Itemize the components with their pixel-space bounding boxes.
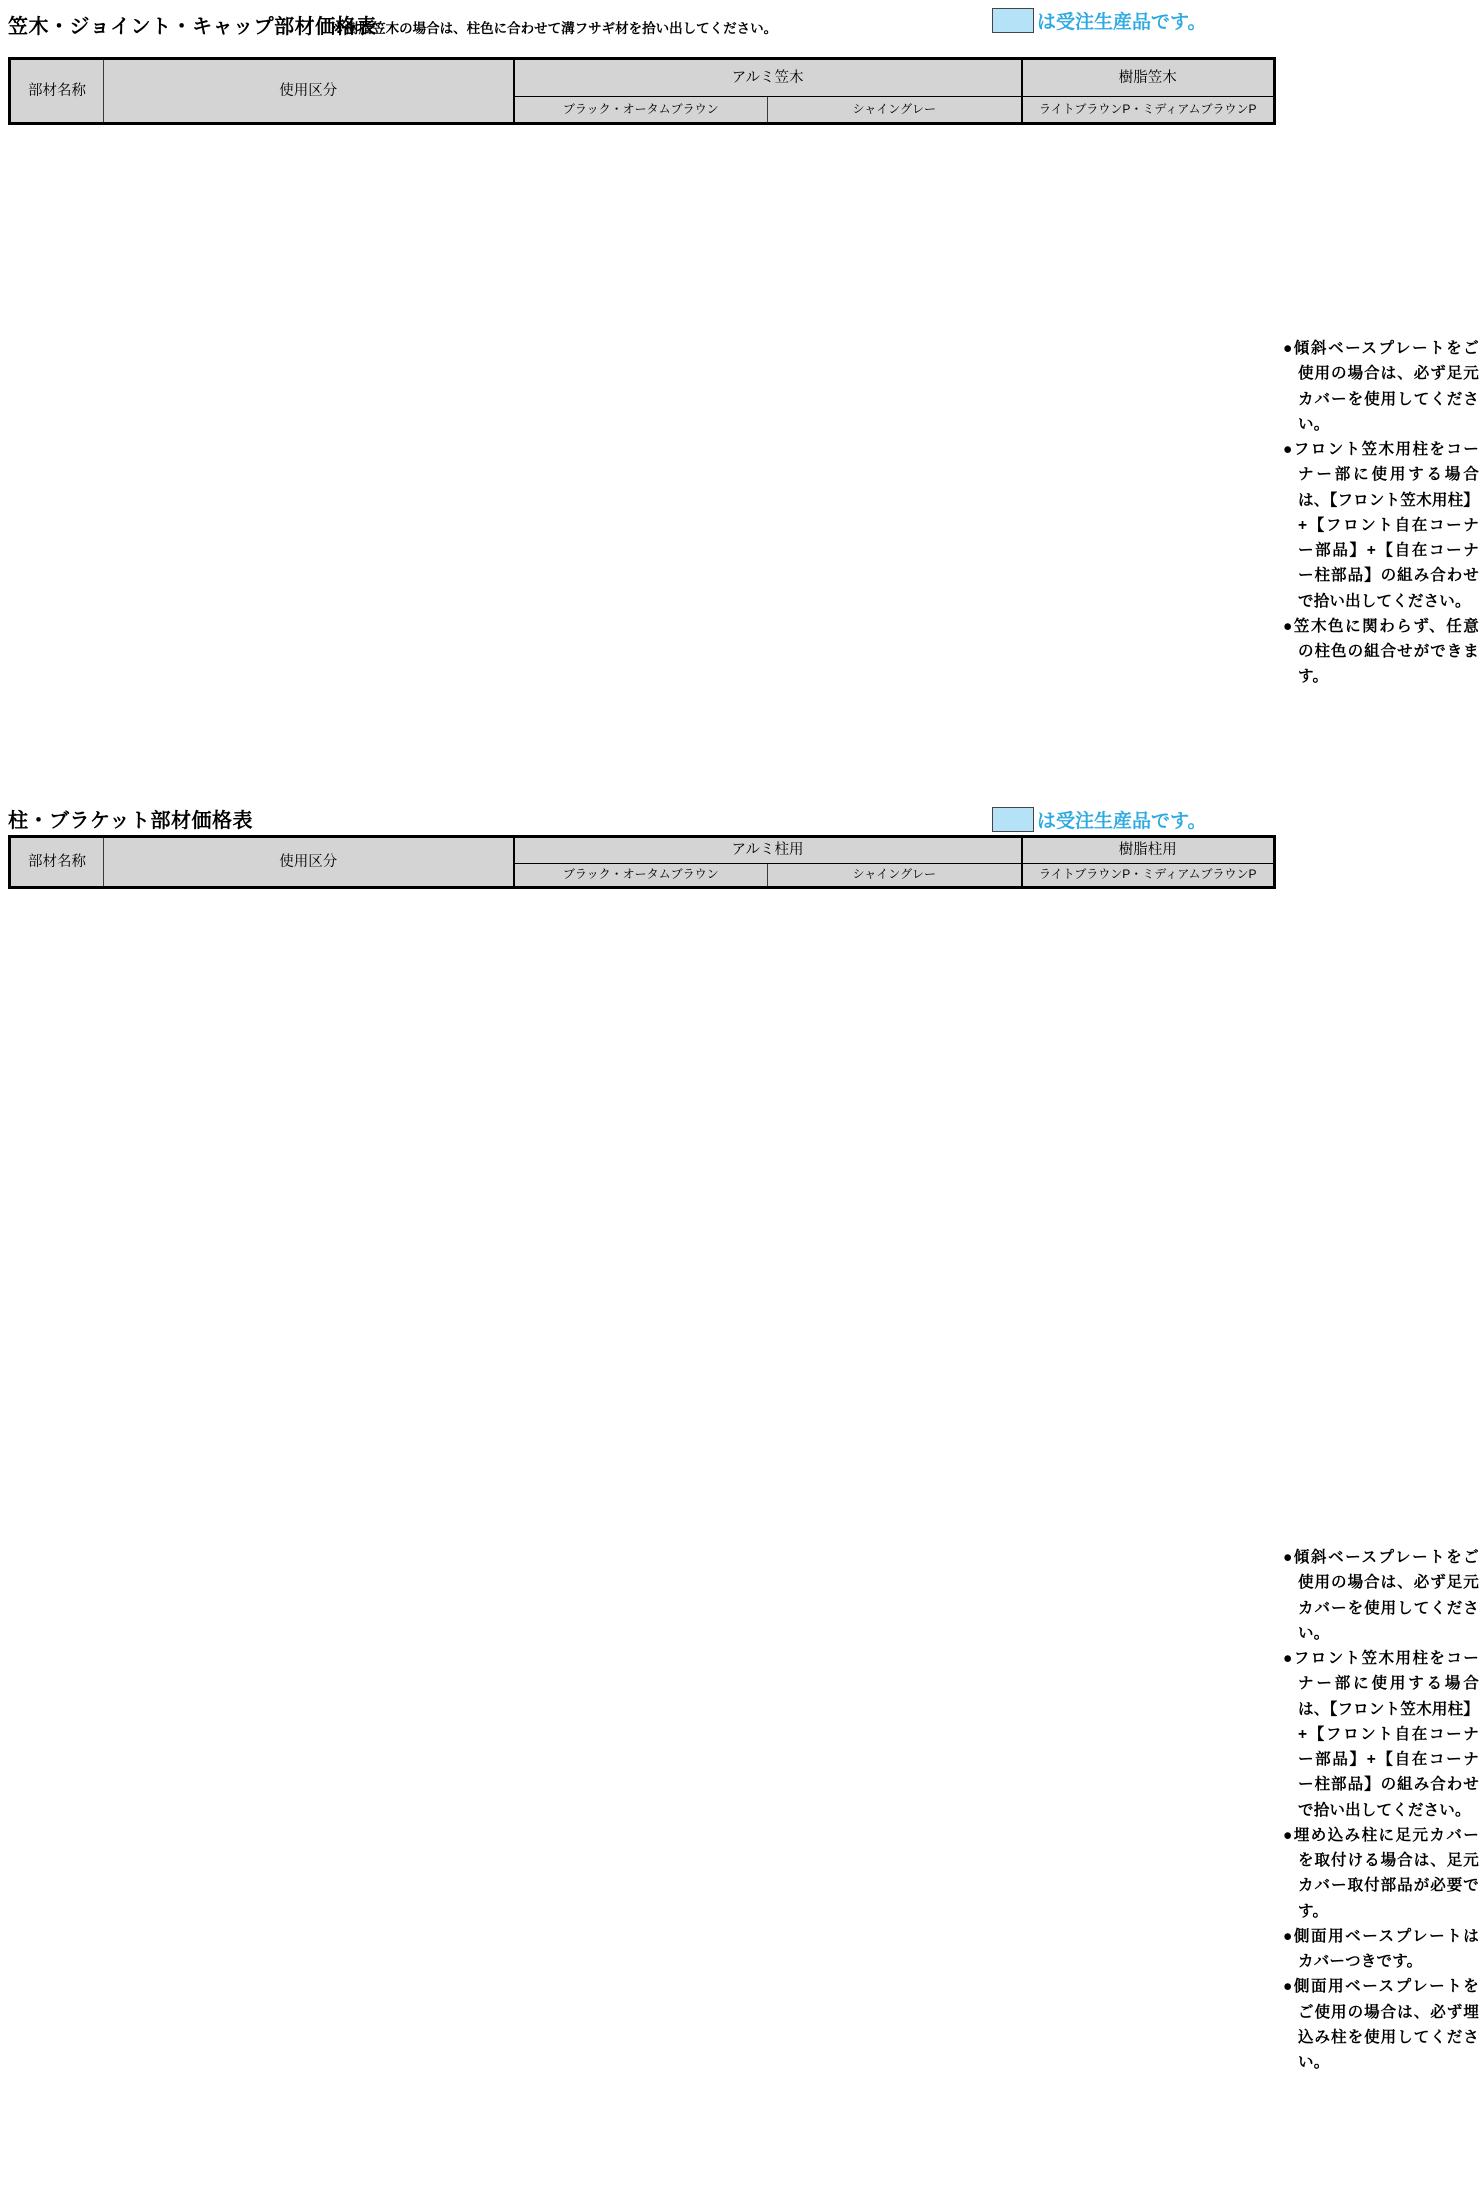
col-header-color1: ブラック・オータムブラウン xyxy=(514,864,768,888)
made-to-order-legend-2 xyxy=(992,806,1206,833)
note-item: ●フロント笠木用柱をコーナー部に使用する場合は、【フロント笠木用柱】+【フロント自在コーナー部品】+【自在コーナー柱部品】の組み合わせで拾い出してください。 xyxy=(1283,441,1479,610)
note-item: ●埋め込み柱に足元カバーを取付ける場合は、足元カバー取付部品が必要です。 xyxy=(1283,1826,1479,1920)
note-item: ●側面用ベースプレートはカバーつきです。 xyxy=(1283,1927,1479,1970)
note-item: ●フロント笠木用柱をコーナー部に使用する場合は、【フロント笠木用柱】+【フロント自在コーナー部品】+【自在コーナー柱部品】の組み合わせで拾い出してください。 xyxy=(1283,1650,1479,1819)
made-to-order-swatch-1 xyxy=(992,8,1034,33)
col-header-usage: 使用区分 xyxy=(104,59,514,124)
col-header-resin-group: 樹脂柱用 xyxy=(1022,837,1275,864)
col-header-color2: シャイングレー xyxy=(768,864,1022,888)
note-item: ●傾斜ベースプレートをご使用の場合は、必ず足元カバーを使用してください。 xyxy=(1283,340,1479,433)
col-header-resin-group: 樹脂笠木 xyxy=(1022,59,1275,97)
col-header-usage: 使用区分 xyxy=(104,837,514,888)
col-header-color3: ライトブラウンP・ミディアムブラウンP xyxy=(1022,864,1275,888)
kasagi-table-header xyxy=(10,59,1275,124)
col-header-part-name: 部材名称 xyxy=(10,837,104,888)
notes-column-1 xyxy=(1283,336,1479,690)
section1-title-note: ※樹脂笠木の場合は、柱色に合わせて溝フサギ材を拾い出してください。 xyxy=(332,21,778,36)
section2-title: 柱・ブラケット部材価格表 xyxy=(8,810,253,832)
made-to-order-swatch-2 xyxy=(992,807,1034,832)
col-header-color1: ブラック・オータムブラウン xyxy=(514,97,768,124)
made-to-order-legend-1 xyxy=(992,7,1206,34)
pillar-table-header xyxy=(10,837,1275,888)
pillar-price-table xyxy=(8,835,1276,889)
col-header-alumi-group: アルミ柱用 xyxy=(514,837,1022,864)
kasagi-price-table xyxy=(8,57,1276,125)
notes-column-2 xyxy=(1283,1545,1479,2075)
col-header-color3: ライトブラウンP・ミディアムブラウンP xyxy=(1022,97,1275,124)
col-header-color2: シャイングレー xyxy=(768,97,1022,124)
made-to-order-label-2: は受注生産品です。 xyxy=(1037,811,1207,832)
note-item: ●側面用ベースプレートをご使用の場合は、必ず埋込み柱を使用してください。 xyxy=(1283,1978,1479,2071)
note-item: ●笠木色に関わらず、任意の柱色の組合せができます。 xyxy=(1283,617,1479,686)
col-header-alumi-group: アルミ笠木 xyxy=(514,59,1022,97)
made-to-order-label-1: は受注生産品です。 xyxy=(1037,12,1207,33)
note-item: ●傾斜ベースプレートをご使用の場合は、必ず足元カバーを使用してください。 xyxy=(1283,1549,1479,1642)
col-header-part-name: 部材名称 xyxy=(10,59,104,124)
section1-title: 笠木・ジョイント・キャップ部材価格表 xyxy=(8,16,377,38)
